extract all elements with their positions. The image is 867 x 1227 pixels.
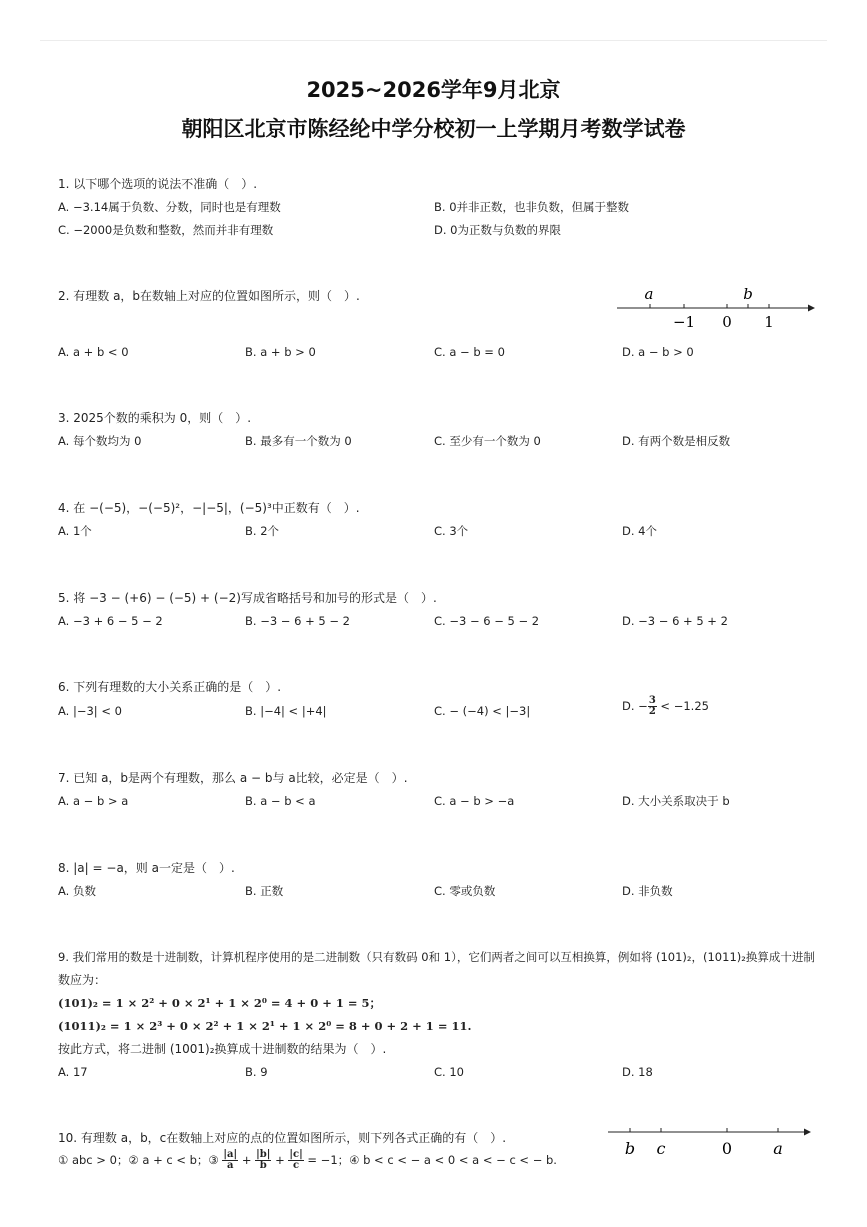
question-8-option-d[interactable]: D. 非负数	[622, 884, 673, 898]
question-1-option-b[interactable]: B. 0并非正数，也非负数，但属于整数	[434, 200, 630, 214]
question-9-option-d[interactable]: D. 18	[622, 1065, 653, 1079]
question-8-option-c[interactable]: C. 零或负数	[434, 884, 496, 898]
fraction-3-over-2: $\frac{3}{2}$	[648, 695, 656, 717]
question-10-number-line	[604, 1118, 816, 1164]
question-10-statements: ① abc > 0；② a + c < b；③ $\frac{|a|}{a}$ + $\frac{|b|}{b}$ + $\frac{|c|}{c}$ = −1；④ b < c < − a < 0 < a < − c < − b.	[58, 1149, 557, 1171]
question-3-stem: 3. 2025个数的乘积为 0，则（ ）.	[58, 411, 252, 425]
question-10-stem: 10. 有理数 a，b，c在数轴上对应的点的位置如图所示，则下列各式正确的有（ ）.	[58, 1131, 507, 1145]
question-7-option-d[interactable]: D. 大小关系取决于 b	[622, 794, 730, 808]
question-6-option-a[interactable]: A. |−3| < 0	[58, 704, 122, 718]
question-6-option-c[interactable]: C. − (−4) < |−3|	[434, 704, 531, 718]
fraction-abs-c-over-c: $\frac{|c|}{c}$	[289, 1149, 303, 1171]
question-1-stem: 1. 以下哪个选项的说法不准确（ ）.	[58, 177, 258, 191]
question-2-option-d[interactable]: D. a − b > 0	[622, 345, 694, 359]
number-line-label-a: a	[773, 1139, 783, 1158]
statements-part-2: = −1；④ b < c < − a < 0 < a < − c < − b.	[307, 1153, 557, 1167]
number-line-label-c: c	[656, 1139, 666, 1158]
question-6-option-b[interactable]: B. |−4| < |+4|	[245, 704, 327, 718]
question-1-option-d[interactable]: D. 0为正数与负数的界限	[434, 223, 561, 237]
question-6-option-d[interactable]	[622, 696, 709, 717]
question-9-line-1: 9. 我们常用的数是十进制数，计算机程序使用的是二进制数（只有数码 0和 1），它们两者之间可以互相换算，例如将 (101)₂，(1011)₂换算成十进制	[58, 950, 815, 964]
number-line-tick-1: 1	[764, 313, 774, 331]
question-3-option-c[interactable]: C. 至少有一个数为 0	[434, 434, 541, 448]
title-line-2: 朝阳区北京市陈经纶中学分校初一上学期月考数学试卷	[181, 117, 686, 141]
question-9-example-1: (101)₂ = 1 × 2² + 0 × 2¹ + 1 × 2⁰ = 4 + 0 + 1 = 5；	[58, 996, 381, 1010]
fraction-abs-a-over-a: $\frac{|a|}{a}$	[223, 1149, 238, 1171]
number-line-label-b: b	[624, 1139, 636, 1158]
question-7-option-c[interactable]: C. a − b > −a	[434, 794, 515, 808]
question-1-option-a[interactable]: A. −3.14属于负数、分数，同时也是有理数	[58, 200, 281, 214]
question-2-option-c[interactable]: C. a − b = 0	[434, 345, 505, 359]
question-6-stem: 6. 下列有理数的大小关系正确的是（ ）.	[58, 680, 282, 694]
option-d-prefix: D. −	[622, 699, 648, 713]
question-9-option-c[interactable]: C. 10	[434, 1065, 464, 1079]
question-2-option-a[interactable]: A. a + b < 0	[58, 345, 129, 359]
option-d-suffix: < −1.25	[656, 699, 709, 713]
number-line-label-a: a	[644, 285, 654, 303]
question-4-stem: 4. 在 −(−5)，−(−5)²，−|−5|，(−5)³中正数有（ ）.	[58, 501, 360, 515]
question-4-option-d[interactable]: D. 4个	[622, 524, 657, 538]
question-4-option-b[interactable]: B. 2个	[245, 524, 280, 538]
question-3-option-a[interactable]: A. 每个数均为 0	[58, 434, 142, 448]
question-5-option-c[interactable]: C. −3 − 6 − 5 − 2	[434, 614, 540, 628]
number-line-label-b: b	[743, 285, 753, 303]
question-2-stem: 2. 有理数 a，b在数轴上对应的位置如图所示，则（ ）.	[58, 289, 360, 303]
question-5-option-b[interactable]: B. −3 − 6 + 5 − 2	[245, 614, 350, 628]
question-2-number-line	[612, 282, 817, 334]
question-3-option-d[interactable]: D. 有两个数是相反数	[622, 434, 731, 448]
question-5-stem: 5. 将 −3 − (+6) − (−5) + (−2)写成省略括号和加号的形式是（ ）.	[58, 591, 437, 605]
question-9-example-2: (1011)₂ = 1 × 2³ + 0 × 2² + 1 × 2¹ + 1 × 2⁰ = 8 + 0 + 2 + 1 = 11.	[58, 1019, 472, 1033]
fraction-abs-b-over-b: $\frac{|b|}{b}$	[256, 1149, 271, 1171]
question-7-stem: 7. 已知 a，b是两个有理数，那么 a − b与 a比较，必定是（ ）.	[58, 771, 408, 785]
question-9-option-a[interactable]: A. 17	[58, 1065, 88, 1079]
question-4-option-c[interactable]: C. 3个	[434, 524, 469, 538]
question-7-option-a[interactable]: A. a − b > a	[58, 794, 129, 808]
question-9-option-b[interactable]: B. 9	[245, 1065, 268, 1079]
title-line-1: 2025~2026学年9月北京	[306, 78, 561, 102]
question-2-option-b[interactable]: B. a + b > 0	[245, 345, 316, 359]
top-divider	[40, 40, 827, 41]
question-4-option-a[interactable]: A. 1个	[58, 524, 92, 538]
question-5-option-a[interactable]: A. −3 + 6 − 5 − 2	[58, 614, 163, 628]
question-1-option-c[interactable]: C. −2000是负数和整数，然而并非有理数	[58, 223, 274, 237]
question-8-option-a[interactable]: A. 负数	[58, 884, 96, 898]
question-5-option-d[interactable]: D. −3 − 6 + 5 + 2	[622, 614, 728, 628]
question-8-option-b[interactable]: B. 正数	[245, 884, 284, 898]
statements-part-1: ① abc > 0；② a + c < b；③	[58, 1153, 219, 1167]
question-8-stem: 8. |a| = −a，则 a一定是（ ）.	[58, 861, 235, 875]
question-7-option-b[interactable]: B. a − b < a	[245, 794, 316, 808]
question-9-line-5: 按此方式，将二进制 (1001)₂换算成十进制数的结果为（ ）.	[58, 1042, 387, 1056]
question-9-line-2: 数应为：	[58, 973, 107, 987]
number-line-tick-0: 0	[722, 313, 732, 331]
number-line-tick-minus-1: −1	[672, 313, 696, 331]
number-line-tick-0: 0	[721, 1139, 733, 1158]
question-3-option-b[interactable]: B. 最多有一个数为 0	[245, 434, 352, 448]
